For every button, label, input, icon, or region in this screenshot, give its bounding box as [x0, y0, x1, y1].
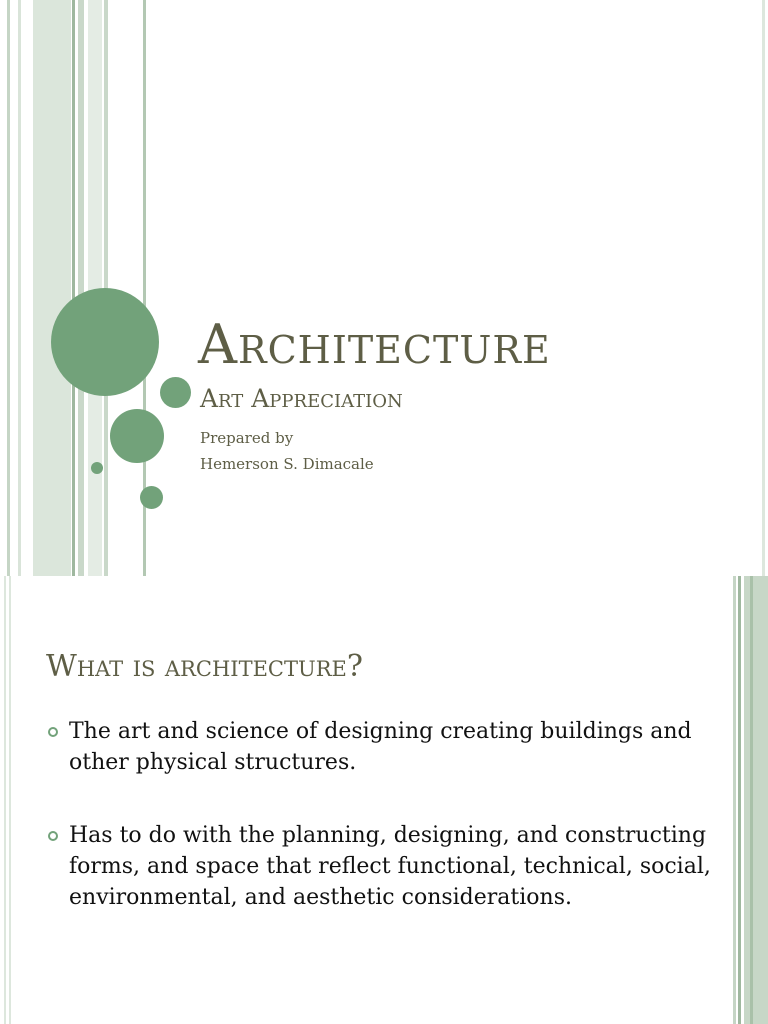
decorative-stripe — [4, 576, 6, 1024]
author-block — [200, 425, 374, 477]
content-slide — [0, 576, 768, 1024]
bullet-item — [48, 716, 728, 778]
decorative-circle — [140, 486, 163, 509]
bullet-item — [48, 820, 728, 913]
slide-subtitle: Art Appreciation — [200, 384, 403, 413]
bullet-text: Has to do with the planning, designing, and constructing forms, and space that reflect functional, technical, social, environmental, and aesthetic considerations. — [69, 823, 711, 910]
prepared-by-label: Prepared by — [200, 429, 294, 447]
decorative-stripe — [733, 576, 736, 1024]
decorative-stripe — [72, 0, 75, 576]
decorative-circle — [110, 409, 164, 463]
slide-title: Architecture — [198, 313, 551, 376]
decorative-stripe — [750, 576, 753, 1024]
bullet-text: The art and science of designing creating buildings and other physical structures. — [69, 719, 692, 775]
decorative-stripe — [762, 0, 765, 576]
bullet-icon — [48, 831, 58, 841]
decorative-stripe — [33, 0, 71, 576]
bullet-icon — [48, 727, 58, 737]
decorative-stripe — [9, 576, 11, 1024]
decorative-stripe — [78, 0, 84, 576]
decorative-circle — [160, 377, 191, 408]
decorative-stripe — [7, 0, 10, 576]
decorative-stripe — [738, 576, 741, 1024]
author-name: Hemerson S. Dimacale — [200, 455, 374, 473]
slide-heading: What is architecture? — [46, 649, 363, 684]
decorative-circle-large — [51, 288, 159, 396]
decorative-circle — [91, 462, 103, 474]
decorative-stripe — [744, 576, 768, 1024]
decorative-stripe — [18, 0, 21, 576]
